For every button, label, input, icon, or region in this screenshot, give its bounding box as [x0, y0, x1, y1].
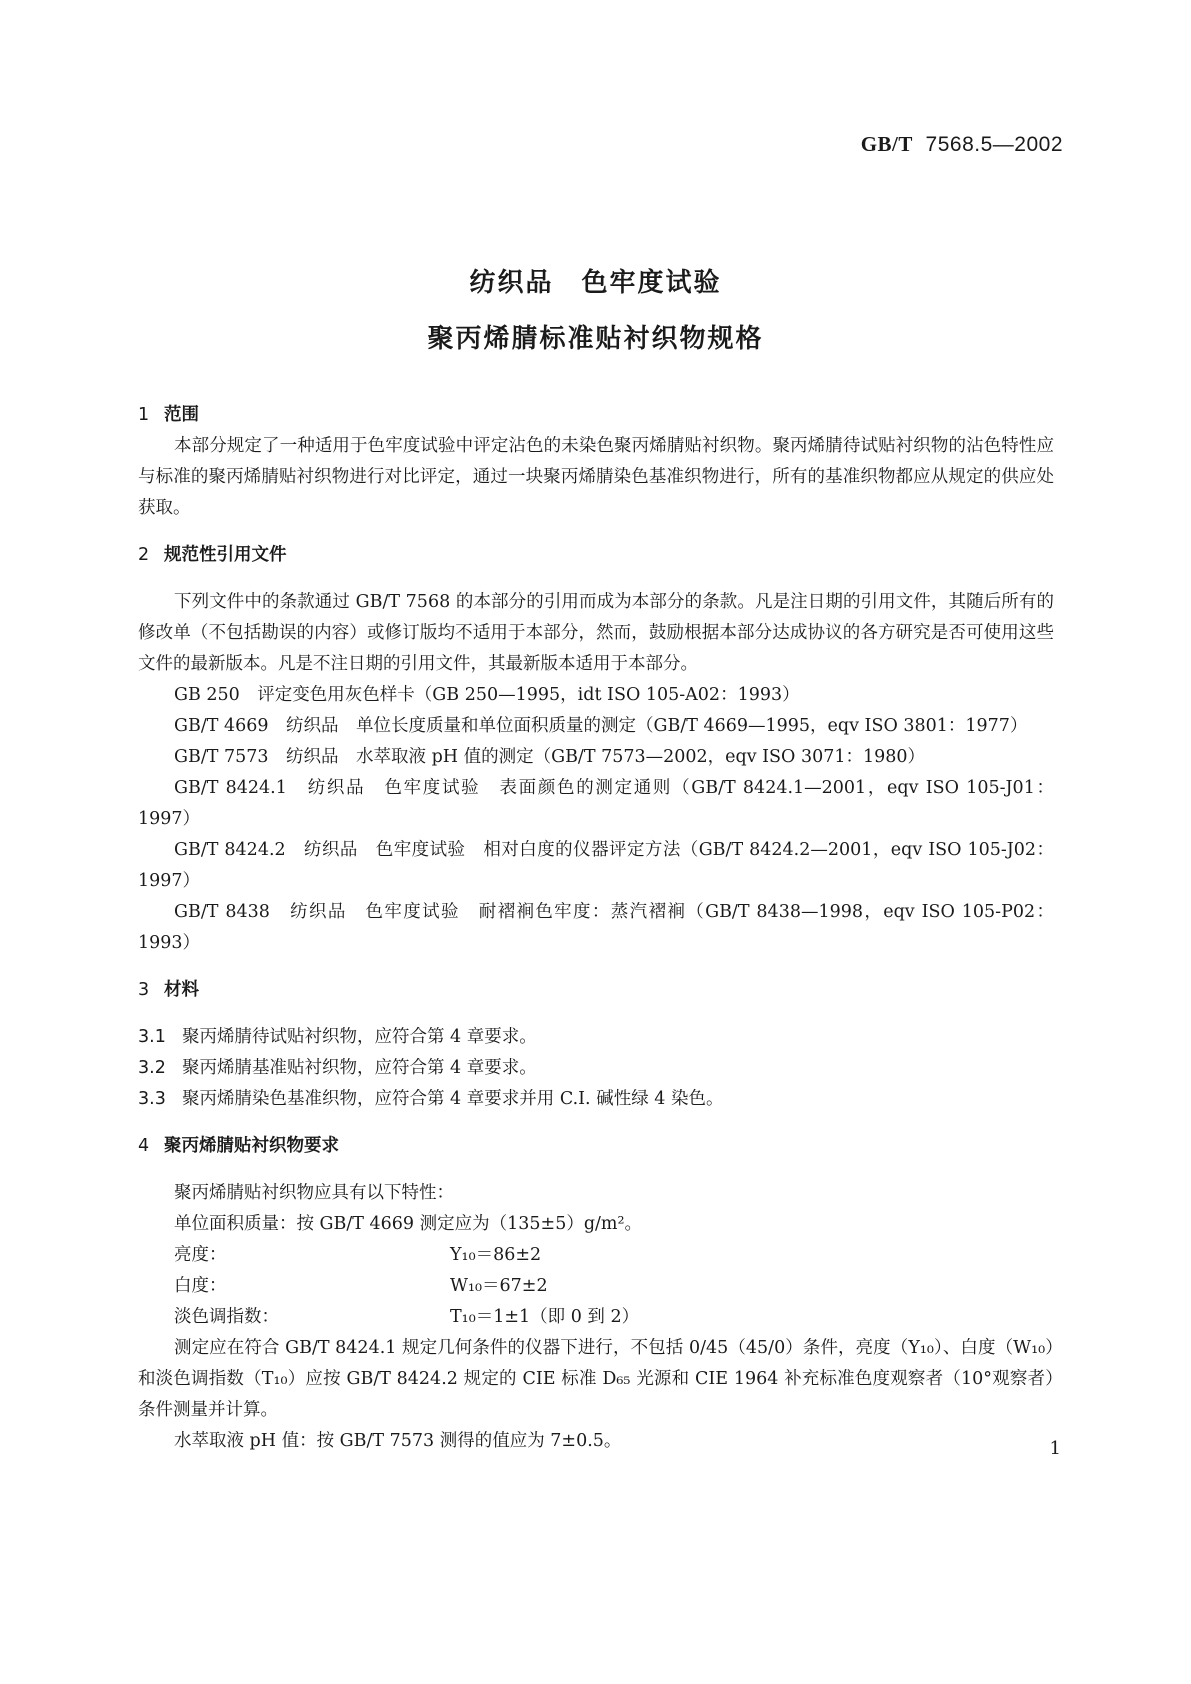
- section-4-heading: [138, 1131, 1054, 1162]
- section-3-heading: [138, 975, 1054, 1006]
- ph-requirement: 水萃取液 pH 值：按 GB/T 7573 测得的值应为 7±0.5。: [174, 1431, 622, 1451]
- section-title: 范围: [164, 405, 199, 425]
- section-1-text: 本部分规定了一种适用于色牢度试验中评定沾色的未染色聚丙烯腈贴衬织物。聚丙烯腈待试贴衬织物的沾色特性应与标准的聚丙烯腈贴衬织物进行对比评定，通过一块聚丙烯腈染色基准织物进行，所有的基准织物都应从规定的供应处获取。: [138, 436, 1054, 518]
- clause-number: 3.2: [138, 1058, 166, 1078]
- section-1-heading: [138, 400, 1054, 431]
- page-number: 1: [1049, 1438, 1061, 1459]
- reference-item: GB/T 4669 纺织品 单位长度质量和单位面积质量的测定（GB/T 4669—1995，eqv ISO 3801：1977）: [174, 716, 1028, 736]
- clause-text: 聚丙烯腈基准贴衬织物，应符合第 4 章要求。: [182, 1058, 537, 1078]
- property-value: Y₁₀＝86±2: [450, 1245, 542, 1265]
- reference-item: GB 250 评定变色用灰色样卡（GB 250—1995，idt ISO 105-A02：1993）: [174, 685, 800, 705]
- reference-item: GB/T 8438 纺织品 色牢度试验 耐褶裥色牢度：蒸汽褶裥（GB/T 8438—1998，eqv ISO 105-P02：1993）: [138, 902, 1054, 953]
- section-number: 3: [138, 980, 150, 1000]
- section-number: 1: [138, 405, 150, 425]
- clause-3-1: [138, 1022, 1054, 1053]
- property-label: 亮度：: [174, 1245, 227, 1265]
- mass-requirement: 单位面积质量：按 GB/T 4669 测定应为（135±5）g/m²。: [174, 1214, 643, 1234]
- section-2-intro: 下列文件中的条款通过 GB/T 7568 的本部分的引用而成为本部分的条款。凡是注日期的引用文件，其随后所有的修改单（不包括勘误的内容）或修订版均不适用于本部分，然而，鼓励根据本部分达成协议的各方研究是否可使用这些文件的最新版本。凡是不注日期的引用文件，其最新版本适用于本部分。: [138, 592, 1054, 674]
- section-title: 聚丙烯腈贴衬织物要求: [164, 1136, 339, 1156]
- section-title: 规范性引用文件: [164, 545, 287, 565]
- title-line-2: 聚丙烯腈标准贴衬织物规格: [427, 324, 764, 354]
- document-body: [138, 400, 1054, 1457]
- section-number: 2: [138, 545, 150, 565]
- property-value: T₁₀＝1±1（即 0 到 2）: [450, 1307, 640, 1327]
- standard-code: [861, 132, 1063, 157]
- clause-number: 3.3: [138, 1089, 166, 1109]
- property-row: [138, 1240, 1054, 1271]
- standard-prefix: GB/T: [860, 132, 913, 156]
- property-row: [138, 1302, 1054, 1333]
- clause-text: 聚丙烯腈待试贴衬织物，应符合第 4 章要求。: [182, 1027, 537, 1047]
- reference-item: GB/T 8424.1 纺织品 色牢度试验 表面颜色的测定通则（GB/T 8424.1—2001，eqv ISO 105-J01：1997）: [138, 778, 1054, 829]
- section-4-intro: 聚丙烯腈贴衬织物应具有以下特性：: [174, 1183, 454, 1203]
- property-row: [138, 1271, 1054, 1302]
- clause-3-2: [138, 1053, 1054, 1084]
- section-title: 材料: [164, 980, 199, 1000]
- reference-item: GB/T 7573 纺织品 水萃取液 pH 值的测定（GB/T 7573—2002，eqv ISO 3071：1980）: [174, 747, 926, 767]
- clause-3-3: [138, 1084, 1054, 1115]
- property-label: 淡色调指数：: [174, 1307, 279, 1327]
- section-number: 4: [138, 1136, 150, 1156]
- clause-number: 3.1: [138, 1027, 166, 1047]
- section-2-heading: [138, 540, 1054, 571]
- standard-number: 7568.5—2002: [925, 133, 1063, 156]
- property-value: W₁₀＝67±2: [450, 1276, 548, 1296]
- title-line-1: 纺织品 色牢度试验: [469, 268, 722, 298]
- reference-item: GB/T 8424.2 纺织品 色牢度试验 相对白度的仪器评定方法（GB/T 8424.2—2001，eqv ISO 105-J02：1997）: [138, 840, 1054, 891]
- measurement-conditions: 测定应在符合 GB/T 8424.1 规定几何条件的仪器下进行，不包括 0/45（45/0）条件，亮度（Y₁₀）、白度（W₁₀）和淡色调指数（T₁₀）应按 GB/T 8424.2 规定的 CIE 标准 D₆₅ 光源和 CIE 1964 补充标准色度观察者（10°观察者）条件测量并计算。: [138, 1338, 1054, 1420]
- clause-text: 聚丙烯腈染色基准织物，应符合第 4 章要求并用 C.I. 碱性绿 4 染色。: [182, 1089, 724, 1109]
- property-label: 白度：: [174, 1276, 227, 1296]
